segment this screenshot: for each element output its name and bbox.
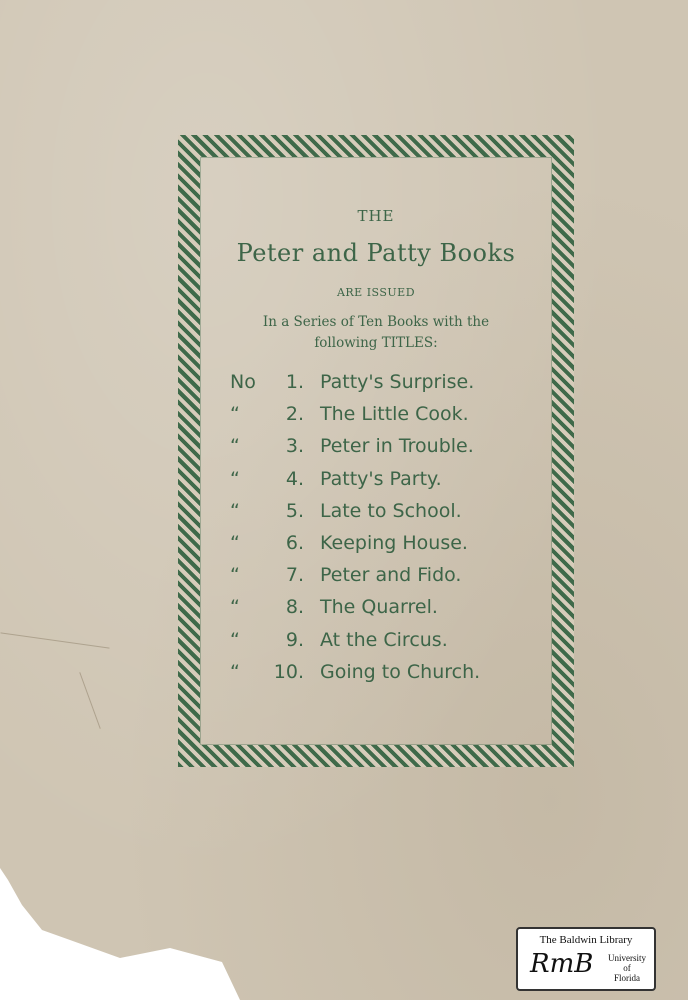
title-number: 8. xyxy=(285,596,304,619)
title-prefix: “ xyxy=(230,467,240,490)
stamp-institution xyxy=(602,953,652,983)
title-label: Late to School. xyxy=(320,499,462,522)
stamp-logo: RmB xyxy=(530,949,594,979)
title-prefix: “ xyxy=(230,628,240,651)
title-prefix: “ xyxy=(230,660,240,683)
title-prefix: “ xyxy=(230,435,240,458)
title-row xyxy=(230,366,550,398)
titles-list xyxy=(230,366,550,688)
title-row xyxy=(230,591,550,623)
series-line-2: following TITLES: xyxy=(314,335,438,351)
title-row xyxy=(230,527,550,559)
title-label: Peter and Fido. xyxy=(320,564,462,587)
title-row xyxy=(230,430,550,462)
title-number: 7. xyxy=(285,564,304,587)
stamp-institution-line-2: of xyxy=(623,963,631,973)
title-row xyxy=(230,495,550,527)
title-prefix: “ xyxy=(230,499,240,522)
series-title: Peter and Patty Books xyxy=(236,239,516,267)
title-number: 5. xyxy=(285,499,304,522)
series-line-1: In a Series of Ten Books with the xyxy=(262,314,490,330)
title-number: 4. xyxy=(285,467,304,490)
title-prefix: “ xyxy=(230,403,240,426)
title-prefix: “ xyxy=(230,532,240,555)
stamp-institution-line-1: University xyxy=(608,953,646,963)
stamp-library-name: The Baldwin Library xyxy=(539,934,633,946)
title-row xyxy=(230,656,550,688)
title-label: The Quarrel. xyxy=(320,596,438,619)
library-stamp xyxy=(516,927,656,991)
title-label: Patty's Party. xyxy=(320,467,442,490)
title-number: 3. xyxy=(285,435,304,458)
title-label: Patty's Surprise. xyxy=(320,371,475,394)
series-description xyxy=(200,312,552,354)
title-number: 10. xyxy=(273,660,304,683)
title-row xyxy=(230,398,550,430)
title-number: 1. xyxy=(285,371,304,394)
title-number: 6. xyxy=(285,532,304,555)
title-prefix: “ xyxy=(230,564,240,587)
header-the: THE xyxy=(357,207,395,225)
title-prefix: No xyxy=(230,371,256,394)
title-prefix: “ xyxy=(230,596,240,619)
issued-line: ARE ISSUED xyxy=(336,286,416,299)
title-number: 2. xyxy=(285,403,304,426)
title-label: At the Circus. xyxy=(320,628,448,651)
title-label: The Little Cook. xyxy=(320,403,469,426)
title-label: Keeping House. xyxy=(320,532,468,555)
title-row xyxy=(230,559,550,591)
title-row xyxy=(230,463,550,495)
title-panel xyxy=(200,157,552,745)
title-number: 9. xyxy=(285,628,304,651)
title-label: Going to Church. xyxy=(320,660,481,683)
title-row xyxy=(230,624,550,656)
title-label: Peter in Trouble. xyxy=(320,435,474,458)
stamp-institution-line-3: Florida xyxy=(614,973,640,983)
